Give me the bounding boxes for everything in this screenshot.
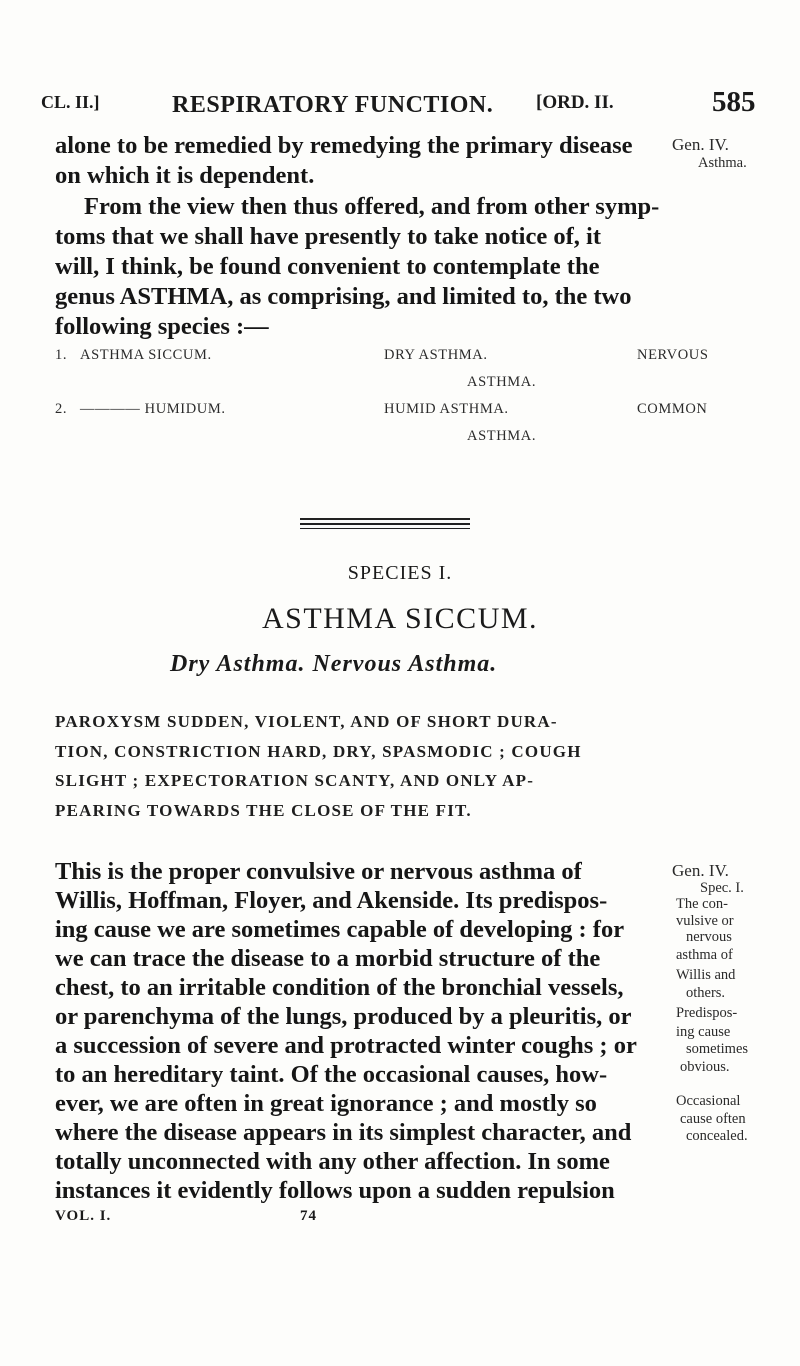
species-synonym: ASTHMA. [467,374,537,390]
definition-line: PAROXYSM SUDDEN, VIOLENT, AND OF SHORT DURA- [55,712,558,731]
body-line: instances it evidently follows upon a sudden repulsion [55,1177,615,1204]
definition-line: TION, CONSTRICTION HARD, DRY, SPASMODIC ; COUGH [55,742,582,761]
body-line: Willis, Hoffman, Floyer, and Akenside. Its predispos- [55,887,608,914]
intro-line: toms that we shall have presently to take notice of, it [55,223,601,250]
footer-signature: 74 [300,1208,317,1224]
species-synonym: DRY ASTHMA. [384,347,488,363]
margin-note: Predispos- [676,1005,738,1021]
body-line: we can trace the disease to a morbid structure of the [55,945,601,972]
margin-note: The con- [676,896,728,912]
definition-line: PEARING TOWARDS THE CLOSE OF THE FIT. [55,801,472,820]
species-synonyms: Dry Asthma. Nervous Asthma. [170,651,498,677]
running-head-title: RESPIRATORY FUNCTION. [172,92,494,118]
footer-volume: VOL. I. [55,1208,112,1224]
body-line: or parenchyma of the lungs, produced by a pleuritis, or [55,1003,632,1030]
species-title: ASTHMA SICCUM. [261,602,539,635]
intro-line: on which it is dependent. [55,162,315,189]
body-line: where the disease appears in its simplest character, and [55,1119,632,1146]
body-line: ing cause we are sometimes capable of developing : for [55,916,625,943]
margin-note: Spec. I. [700,880,744,896]
intro-line: From the view then thus offered, and from other symp- [84,193,660,220]
margin-note: concealed. [686,1128,748,1144]
margin-note: Gen. IV. [672,861,729,880]
section-rule [300,523,470,525]
species-synonym: NERVOUS [637,347,709,363]
margin-note: sometimes [686,1041,749,1057]
intro-line: genus ASTHMA, as comprising, and limited to, the two [55,283,632,310]
body-line: to an hereditary taint. Of the occasional causes, how- [55,1061,608,1088]
margin-note: vulsive or [676,913,734,929]
body-line: ever, we are often in great ignorance ; and mostly so [55,1090,597,1117]
definition-line: SLIGHT ; EXPECTORATION SCANTY, AND ONLY AP- [55,771,535,790]
species-number: 2. [55,401,68,417]
running-head-chapter: CL. II.] [41,92,100,112]
species-synonym: ASTHMA. [467,428,537,444]
margin-note-genus: Gen. IV. [672,135,729,154]
margin-note: others. [686,985,726,1001]
margin-note: ing cause [676,1024,731,1040]
margin-note: asthma of [676,947,733,963]
species-heading: SPECIES I. [347,562,453,584]
species-name: ASTHMA SICCUM. [80,347,212,363]
margin-note-asthma: Asthma. [698,155,747,171]
body-line: a succession of severe and protracted winter coughs ; or [55,1032,637,1059]
intro-line: following species :— [55,313,269,340]
running-head-order: [ORD. II. [536,92,614,113]
section-rule [300,518,470,520]
margin-note: Willis and [676,967,736,983]
species-synonym: HUMID ASTHMA. [384,401,509,417]
intro-line: alone to be remedied by remedying the primary disease [55,132,633,159]
body-line: totally unconnected with any other affection. In some [55,1148,610,1175]
margin-note: nervous [686,929,732,945]
body-line: chest, to an irritable condition of the bronchial vessels, [55,974,624,1001]
body-line: This is the proper convulsive or nervous asthma of [55,858,582,885]
species-synonym: COMMON [637,401,708,417]
intro-line: will, I think, be found convenient to contemplate the [55,253,600,280]
page-number: 585 [712,86,756,118]
margin-note: Occasional [676,1093,741,1109]
margin-note: cause often [680,1111,746,1127]
species-number: 1. [55,347,68,363]
section-rule [300,528,470,529]
species-name: ———— HUMIDUM. [80,401,226,417]
margin-note: obvious. [680,1059,730,1075]
